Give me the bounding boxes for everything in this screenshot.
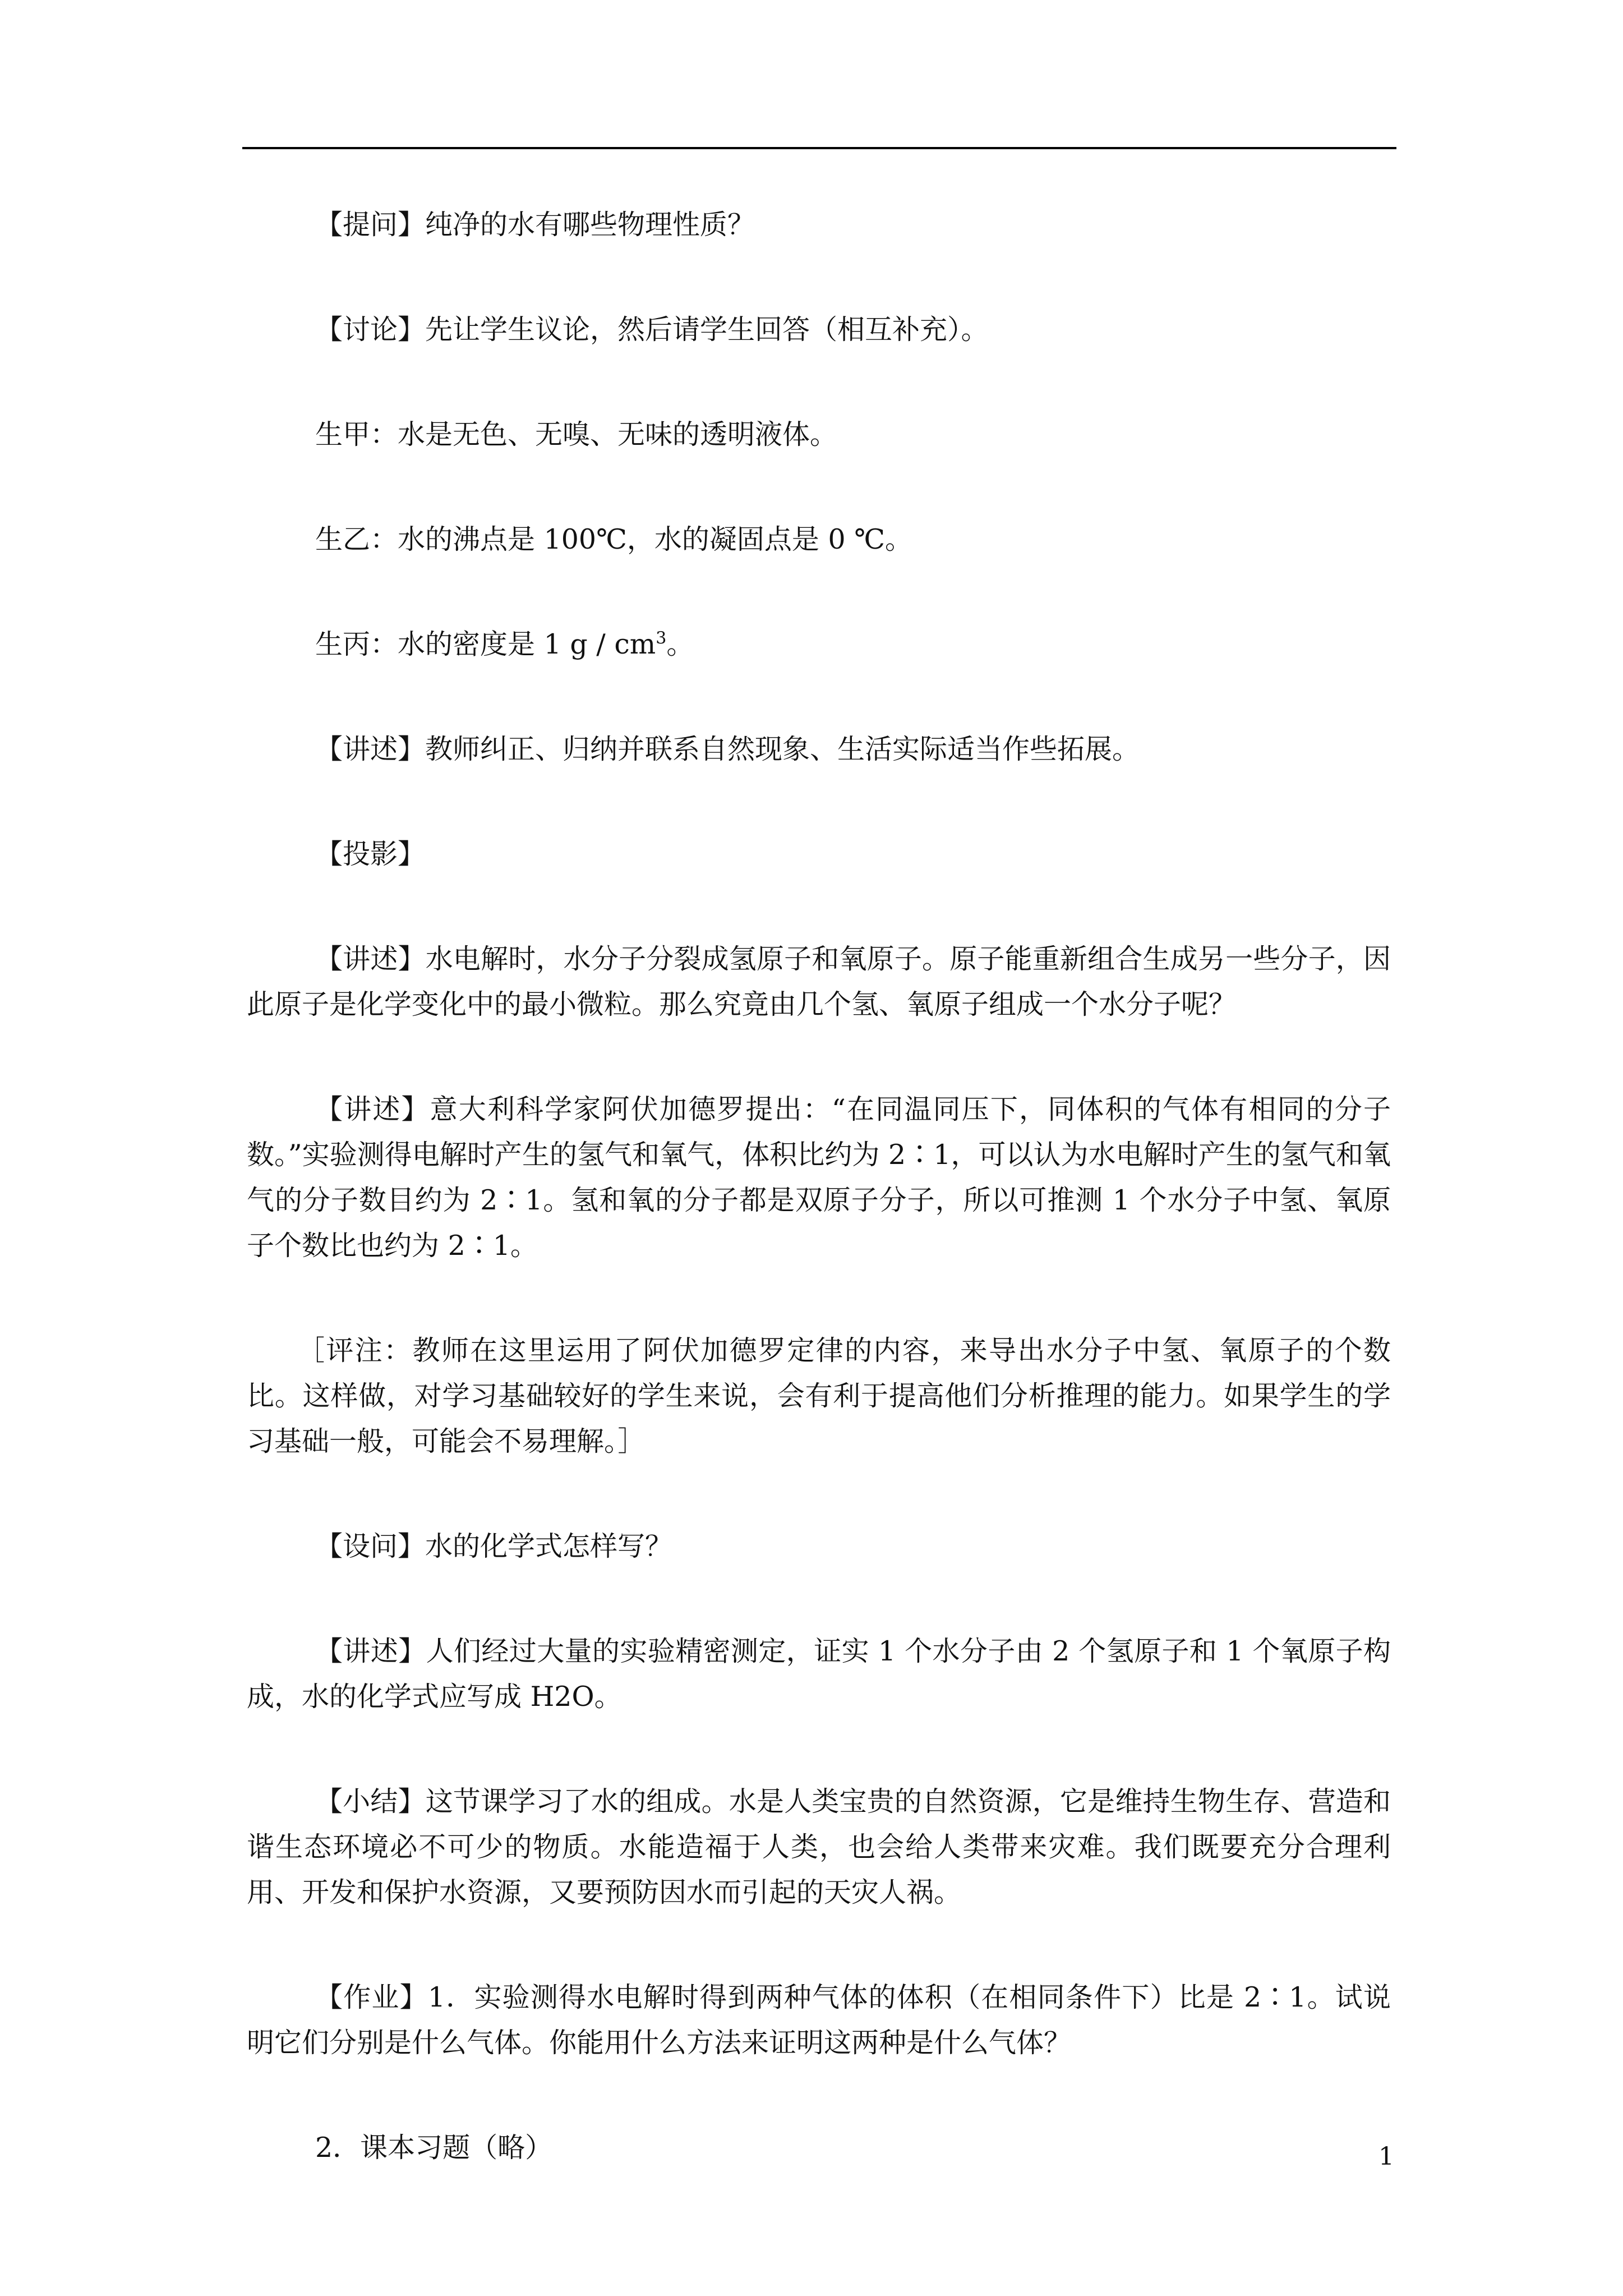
header-rule xyxy=(242,147,1396,149)
student-b-answer: 生乙：水的沸点是 100℃，水的凝固点是 0 ℃。 xyxy=(315,523,913,555)
homework-item-2: 2．课本习题（略） xyxy=(315,2132,553,2164)
chemical-formula-question: 【设问】水的化学式怎样写？ xyxy=(315,1530,673,1562)
density-suffix: 。 xyxy=(666,628,694,660)
document-body xyxy=(247,202,1391,2230)
avogadro-explanation: 【讲述】意大利科学家阿伏加德罗提出：“在同温同压下，同体积的气体有相同的分子数。”实验测得电解时产生的氢气和氧气，体积比约为 2∶1，可以认为水电解时产生的氢气和氧气的分子数目约为 2∶1。氢和氧的分子都是双原子分子，所以可推测 1 个水分子中氢、氧原子个数比也约为 2∶1。 xyxy=(247,1093,1391,1262)
homework-item-1: 【作业】1．实验测得水电解时得到两种气体的体积（在相同条件下）比是 2∶1。试说明它们分别是什么气体。你能用什么方法来证明这两种是什么气体？ xyxy=(247,1981,1391,2059)
teacher-correction-paragraph: 【讲述】教师纠正、归纳并联系自然现象、生活实际适当作些拓展。 xyxy=(315,733,1140,765)
student-c-answer xyxy=(247,622,1391,667)
density-superscript: 3 xyxy=(656,628,667,648)
page-number: 1 xyxy=(1378,2142,1394,2171)
discussion-paragraph: 【讨论】先让学生议论，然后请学生回答（相互补充）。 xyxy=(315,314,989,346)
density-text: 生丙：水的密度是 1 g / cm xyxy=(315,628,656,660)
question-physical-properties: 【提问】纯净的水有哪些物理性质？ xyxy=(315,209,755,241)
formula-explanation: 【讲述】人们经过大量的实验精密测定，证实 1 个水分子由 2 个氢原子和 1 个氧原子构成，水的化学式应写成 H2O。 xyxy=(247,1635,1391,1713)
teacher-critique: ［评注：教师在这里运用了阿伏加德罗定律的内容，来导出水分子中氢、氧原子的个数比。这样做，对学习基础较好的学生来说，会有利于提高他们分析推理的能力。如果学生的学习基础一般，可能会不易理解。］ xyxy=(247,1335,1391,1457)
electrolysis-explanation: 【讲述】水电解时，水分子分裂成氢原子和氧原子。原子能重新组合生成另一些分子，因此原子是化学变化中的最小微粒。那么究竟由几个氢、氧原子组成一个水分子呢？ xyxy=(247,943,1391,1020)
projection-heading: 【投影】 xyxy=(315,838,426,870)
lesson-summary: 【小结】这节课学习了水的组成。水是人类宝贵的自然资源，它是维持生物生存、营造和谐生态环境必不可少的物质。水能造福于人类，也会给人类带来灾难。我们既要充分合理利用、开发和保护水资源，又要预防因水而引起的天灾人祸。 xyxy=(247,1786,1391,1908)
student-a-answer: 生甲：水是无色、无嗅、无味的透明液体。 xyxy=(315,418,838,450)
